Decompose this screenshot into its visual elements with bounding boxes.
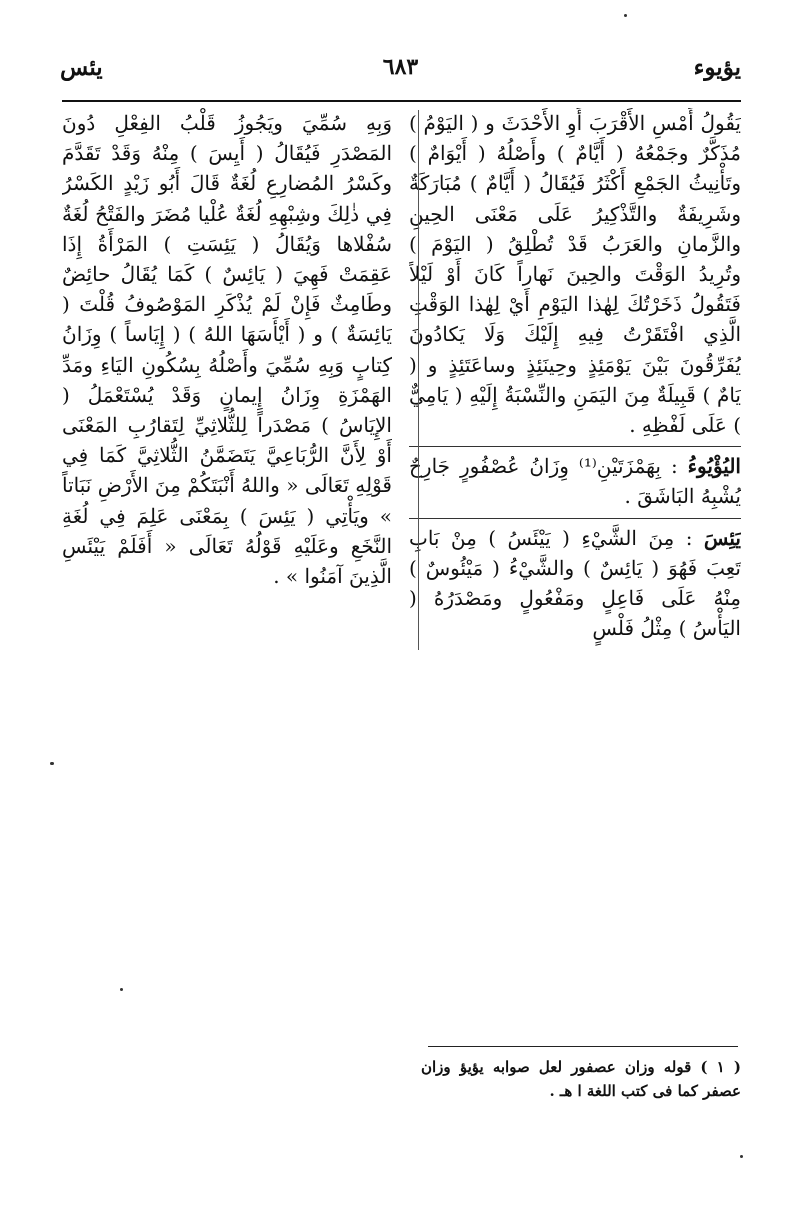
definition-yaisa: : مِنَ الشَّيْءِ ( يَيْئَسُ ) مِنْ بَابِ تَعِبَ فَهُوَ ( يَائِسٌ ) والشَّيْءُ ( مَيْئُوسٌ ) مِنْهُ عَلَى فَاعِلٍ ومَفْعُولٍ ومَصْدَرُهُ ( اليَأْسُ ) مِثْلُ فَلْسٍ — [409, 525, 741, 641]
page-number: ٦٨٣ — [382, 54, 419, 80]
header-guide-word-first: يؤيوء — [693, 54, 741, 81]
footnote: ( ١ ) قوله وزان عصفور لعل صوابه يؤيؤ وزان عصفر كما فى كتب اللغة ا هـ . — [421, 1058, 741, 1100]
right-column — [409, 108, 741, 708]
header-rule — [62, 100, 741, 102]
page-header — [60, 54, 741, 94]
entry-yaisa — [409, 518, 741, 644]
headword-yaisa: يَئِسَ — [703, 525, 741, 550]
footnote-rule — [428, 1046, 738, 1047]
entry-continuation-yawm: يَقُولُ أَمْسِ الأَقْرَبَ أَوِ الأَحْدَثَ و ( اليَوْمُ ) مُذَكَّرٌ وجَمْعُهُ ( أَيَّامٌ ) وأَصْلُهُ ( أَيْوَامٌ ) وتَأْنِيثُ الجَمْعِ أَكْثَرُ فَيُقَالُ ( أَيَّامٌ ) مُبَارَكَةٌ وشَرِيفَةٌ والتَّذْكِيرُ عَلَى مَعْنَى الحِينِ والزَّمانِ والعَرَبُ قَدْ تُطْلِقُ ( اليَوْمَ ) وتُرِيدُ الوَقْتَ والحِينَ نَهاراً كَانَ أَوْ لَيْلاً فَتَقُولُ ذَخَرْتُكَ لِهٰذا اليَوْمِ أَيْ لِهٰذا الوَقْتِ الَّذِي افْتَقَرْتُ فِيهِ إِلَيْكَ وَلَا يَكادُونَ يُفَرِّقُونَ بَيْنَ يَوْمَئِذٍ وحِينَئِذٍ وساعَتَئِذٍ و ( يَامٌ ) قَبِيلَةٌ مِنَ اليَمَنِ والنِّسْبَةُ إِلَيْهِ ( يَامِيٌّ ) عَلَى لَفْظِهِ . — [409, 111, 741, 438]
scan-speck — [624, 14, 627, 17]
scan-speck — [120, 988, 123, 991]
scan-speck — [50, 762, 54, 765]
header-guide-word-last: يئس — [60, 54, 103, 81]
entry-yuyu — [409, 446, 741, 511]
definition-yuyu: : بِهَمْزَتَيْنِ⁽¹⁾ وِزَانُ عُصْفُورٍ جَارِحٌ يُشْبِهُ البَاشَقَ . — [409, 454, 741, 509]
left-column — [62, 108, 392, 668]
scan-speck — [740, 1155, 743, 1158]
entry-continuation-yaisa: وَبِهِ سُمِّيَ ويَجُوزُ قَلْبُ الفِعْلِ دُونَ المَصْدَرِ فَيُقَالُ ( أَيِسَ ) مِنْهُ وَقَدْ تَقَدَّمَ وكَسْرُ المُضارِعِ لُغَةٌ قَالَ أَبُو زَيْدٍ الكَسْرُ فِي ذٰلِكَ وشِبْهِهِ لُغَةٌ عُلْيا مُضَرَ والفَتْحُ لُغَةٌ سُفْلاها وَيُقَالُ ( يَئِسَتِ ) المَرْأَةُ إِذَا عَقِمَتْ فَهِيَ ( يَائِسٌ ) كَمَا يُقَالُ حائِضٌ وطَامِثٌ فَإِنْ لَمْ يُذْكَرِ المَوْصُوفُ قُلْتَ ( يَائِسَةٌ ) و ( أَيْأَسَهَا اللهُ ) ( إِيَاساً ) وِزَانُ كِتابٍ وَبِهِ سُمِّيَ وأَصْلُهُ بِسُكُونِ اليَاءِ ومَدِّ الهَمْزَةِ وِزَانُ إِيمانٍ وَقَدْ يُسْتَعْمَلُ ( الإِيَاسُ ) مَصْدَراً لِلثُّلاثِيِّ لِتَقارُبِ المَعْنَى أَوْ لِأَنَّ الرُّبَاعِيَّ يَتَضَمَّنُ الثُّلاثِيَّ كَمَا فِي قَوْلِهِ تَعَالَى « واللهُ أَنْبَتَكُمْ مِنَ الأَرْضِ نَبَاتاً » ويَأْتِي ( يَئِسَ ) بِمَعْنَى عَلِمَ فِي لُغَةِ النَّخَعِ وعَلَيْهِ قَوْلُهُ تَعَالَى « أَفَلَمْ يَيْئَسِ الَّذِينَ آمَنُوا » . — [62, 111, 392, 589]
column-divider — [418, 110, 419, 650]
headword-yuyu: اليُؤْيُوءُ — [687, 454, 741, 479]
